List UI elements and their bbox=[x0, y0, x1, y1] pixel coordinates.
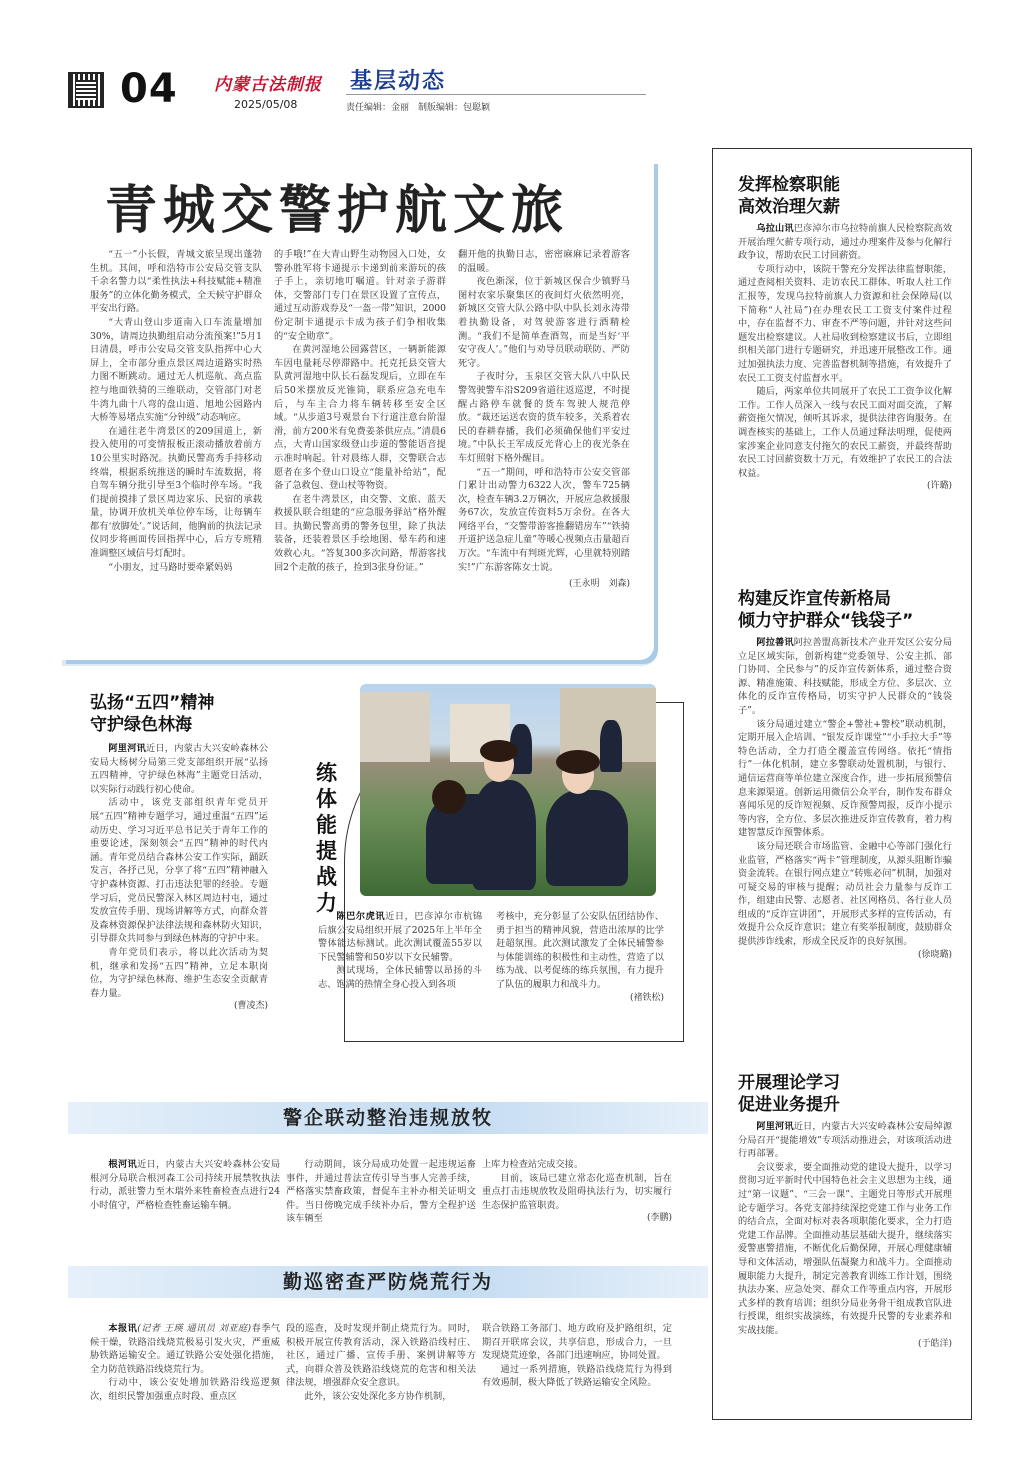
banner-1 bbox=[68, 1102, 708, 1134]
byline: (李鹏) bbox=[646, 1213, 672, 1224]
paragraph: 在通往老牛湾景区的209国道上，新投入使用的可变情报板正滚动播放着前方10公里实时路况。执勤民警高秀手持移动终端，根据系统推送的瞬时车流数据，将自驾车辆分批引导至3个临时停车场。“我们提前摸排了景区周边家乐、民宿的承载量，协调开放机关单位停车场，让每辆车都有‘放脚处’。”说话间，他胸前的执法记录仪同步将画面传回指挥中心，后方专班精准调整区域信号灯配时。 bbox=[90, 425, 262, 560]
dateline: 阿里河讯 bbox=[108, 743, 146, 754]
article-body bbox=[738, 1120, 952, 1351]
dateline: 阿里河讯 bbox=[756, 1121, 794, 1132]
reporter-note: (记者 王瑛 通讯员 刘亚庭) bbox=[137, 1323, 252, 1334]
section-title: 基层动态 bbox=[350, 68, 447, 94]
paragraph-text: 巴彦淖尔市乌拉特前旗人民检察院高效开展治理欠薪专项行动，通过办理案件及参与化解行政争议，帮助农民工讨回薪资。 bbox=[738, 223, 953, 262]
issue-date: 2025/05/08 bbox=[234, 98, 298, 111]
paragraph: 的手哦!”在大青山野生动物园入口处，女警孙胜军将卡通提示卡递到前来游玩的孩子手上，亲切地叮嘱道。针对亲子游群体，交警部门专门在景区设置了宣传点，通过互动游戏券及“一盔一带”知识，2000份定制卡通提示卡成为孩子们争相收集的“安全勋章”。 bbox=[274, 249, 446, 342]
article-body bbox=[738, 636, 952, 962]
hair bbox=[556, 750, 600, 774]
banner-title: 警企联动整治违规放牧 bbox=[282, 1107, 493, 1129]
paragraph: 通过一系列措施，铁路沿线烧荒行为得到有效遏制，极大降低了铁路运输安全风险。 bbox=[482, 1363, 672, 1389]
feature-col-1 bbox=[90, 248, 262, 574]
paragraph-text: 近日，内蒙古大兴安岭森林公安局根河分局联合根河森工公司持续开展禁牧执法行动，派驻警力至木瑞外来牲畜检查点进行24小时值守，严格检查牲畜运输车辆。 bbox=[90, 1159, 281, 1211]
paragraph: 在黄河湿地公园露营区，一辆新能源车因电量耗尽停滞路中。托克托县交管大队黄河湿地中队长石磊发现后，立即在车后50米摆放反光锥筒，联系应急充电车后，与车主合力将车辆转移至安全区域。“从步道3号观景台下行道注意台阶湿滑，前方200米有免费姜茶供应点。”清晨6点，大青山国家级登山步道的警能语音提示准时响起。针对晨练人群，交警联合志愿者在多个登山口设立“能量补给站”，配备了急救包、登山杖等物资。 bbox=[274, 344, 446, 492]
photo-vertical-title: 练体能 提战力 bbox=[316, 761, 358, 915]
paragraph-text: 近日，巴彦淖尔市杭锦后旗公安局组织开展了2025年上半年全警体能达标测试。此次测试覆盖55岁以下民警辅警和50岁以下女民辅警。 bbox=[318, 911, 483, 963]
paragraph: 段的巡查，及时发现并制止烧荒行为。同时，积极开展宣传教育活动，深入铁路沿线村庄、社区，通过广播、宣传手册、案例讲解等方式，向群众普及铁路沿线烧荒的危害和相关法律法规，增强群众安全意识。 bbox=[286, 1323, 476, 1389]
paragraph: 专项行动中，该院干警充分发挥法律监督职能，通过查阅相关资料、走访农民工群体、听取人社工作汇报等，发现乌拉特前旗人力资源和社会保障局(以下简称“人社局”)在办理农民工工资支付案件过程中，存在监督不力、审查不严等问题，并针对这些问题发出检察建议。人社局收到检察建议书后，立即组织相关部门进行专题研究，并迅速开展整改工作。通过加强执法力度、完善监督机制等措施，有效提升了农民工工资支付监督水平。 bbox=[738, 263, 952, 384]
paragraph-text: 近日，内蒙古大兴安岭森林公安局大杨树分局第三党支部组织开展“弘扬五四精神，守护绿色林海”主题党日活动，以实际行动践行初心使命。 bbox=[90, 743, 269, 795]
paragraph: 在老牛湾景区，由交警、文旅、蓝天救援队联合组建的“应急服务驿站”格外醒目。执勤民警高勇的警务包里，除了执法装备，还装着景区手绘地图、晕车药和速效救心丸。“答复300多次问路，帮游客找回2个走散的孩子，捡到3张身份证。” bbox=[274, 493, 446, 573]
article-body bbox=[738, 222, 952, 494]
paragraph: “五一”期间，呼和浩特市公安交管部门累计出动警力6322人次，警车725辆次，检查车辆3.2万辆次，开展应急救援服务67次，发放宣传资料5万余份。在各大网络平台，“交警带游客推翻错房车”“铁骑开道护送急症儿童”等暖心视频点击量超百万次。“车流中有判斑光辉，心里就特别踏实!”广东游客陈女士说。 bbox=[458, 466, 630, 573]
banner2-col-1 bbox=[90, 1322, 280, 1404]
dateline: 根河讯 bbox=[108, 1159, 138, 1170]
hair bbox=[480, 740, 518, 762]
paragraph-text: 近日，内蒙古大兴安岭森林公安局绰源分局召开“提能增效”专项活动推进会，对该项活动进行再部署。 bbox=[738, 1121, 953, 1160]
dateline: 陈巴尔虎讯 bbox=[336, 911, 386, 922]
paragraph: 此外，该公安处深化多方协作机制， bbox=[304, 1390, 452, 1402]
photo-news-col-1 bbox=[318, 910, 482, 992]
banner2-col-3 bbox=[482, 1322, 672, 1390]
page-number: 04 bbox=[120, 66, 178, 112]
paragraph: 子夜时分，玉泉区交管大队八中队民警驾驶警车沿S209省道往返巡逻，不时提醒占路停车就餐的货车驾驶人规范停放。“裁还运送农资的货车较多，关系着农民的春耕春播，我们必须确保他们平安过境。”中队长王军成反光背心上的夜光条在车灯照射下格外醒目。 bbox=[458, 371, 630, 464]
paragraph: “五一”小长假，青城文旅呈现出蓬勃生机。其间，呼和浩特市公安局交管支队千余名警力以“柔性执法+科技赋能+精准服务”的立体化勤务模式，全天候守护群众平安出行路。 bbox=[90, 249, 262, 315]
feature-col-3 bbox=[458, 248, 630, 592]
paragraph bbox=[738, 1120, 952, 1161]
paragraph bbox=[90, 742, 268, 796]
paragraph: 会议要求，要全面推动党的建设大提升，以学习贯彻习近平新时代中国特色社会主义思想为主线，通过“第一议题”、“三会一课”、主题党日等形式开展理论专题学习。各党支部持续深挖党建工作与业务工作的结合点，全面对标对表各项职能化要求，全力打造党建工作品牌。全面推动基层基础大提升，继续落实爱警惠警措施，不断优化后勤保障，开展心理健康辅导和文体活动，增强队伍凝聚力和战斗力。全面推动履职能力大提升，制定完善教育训练工作计划，围绕执法办案、应急处突、群众工作等重点内容，开展形式多样的教育培训；组织分局业务骨干组成教官队进行授课，组织实战演练，有效提升民警的专业素养和实战技能。 bbox=[738, 1161, 952, 1336]
forest-body bbox=[90, 742, 268, 1014]
paragraph bbox=[738, 222, 952, 263]
banner2-col-2 bbox=[286, 1322, 476, 1404]
officer-figure bbox=[600, 720, 622, 772]
photo-news-col-2 bbox=[496, 910, 664, 1005]
paragraph: 测试现场，全体民辅警以昂扬的斗志、饱满的热情全身心投入到各项 bbox=[318, 965, 482, 990]
editors-line: 责任编辑：金丽 制版编辑：包聪颖 bbox=[346, 103, 491, 113]
paragraph: 考核中，充分彰显了公安队伍团结协作、勇于担当的精神风貌，营造出浓厚的比学赶超氛围。此次测试激发了全体民辅警参与体能训练的积极性和主动性，营造了以练为战、以考促练的练兵氛围，有力提升了队伍的履职力和战斗力。 bbox=[496, 911, 664, 990]
paragraph: 行动期间，该分局成功处置一起违规运畜事件，并通过普法宣传引导当事人完善手续，严格落实禁畜政策，督促车主补办相关证明文件。当日傍晚完成手续补办后，警方全程护送该车辆至 bbox=[286, 1159, 476, 1225]
paragraph-text: 春季气候干燥，铁路沿线烧荒极易引发火灾，严重威胁铁路运输安全。通辽铁路公安处强化措施，全力防范铁路沿线烧荒行为。 bbox=[90, 1323, 281, 1375]
hair bbox=[432, 780, 466, 814]
banner1-col-2 bbox=[286, 1158, 476, 1226]
paragraph: 该分局通过建立“警企+警社+警校”联动机制，定期开展入企培训、“银发反诈课堂”“小手拉大手”等特色活动，全力打造全覆盖宣传网络。依托“情指行”一体化机制，建立多警联动处置机制，与银行、通信运营商等单位建立深度合作，进一步拓展预警信息来源渠道。创新运用微信公众平台，制作发布群众喜闻乐见的反诈短视频、反诈预警周报，反诈小提示等内容，全方位、多层次推进反诈宣传教育，着力构建智慧反诈预警体系。 bbox=[738, 718, 952, 839]
paragraph: 夜色渐深，位于新城区保合少镇野马图村农家乐聚集区的夜间灯火依然明亮，新城区交管大队公路中队中队长刘永涛带着执勤设备，对驾驶游客进行酒精检测。“我们不是简单查酒驾，而是当好‘平安守夜人’。”他们与劝导员联动联防、严防死守。 bbox=[458, 276, 630, 369]
paragraph: 青年党员们表示，将以此次活动为契机，继承和发扬“五四”精神，立足本职岗位，为守护绿色林海、维护生态安全贡献青春力量。 bbox=[90, 946, 268, 999]
masthead-rule bbox=[346, 94, 646, 95]
forest-title: 弘扬“五四”精神 守护绿色林海 bbox=[90, 693, 215, 735]
paragraph: 随后，两家单位共同展开了农民工工资争议化解工作。工作人员深入一线与农民工面对面交流，了解薪资拖欠情况，倾听其诉求，提供法律咨询服务。在调查核实的基础上，工作人员通过释法明理，促使两家涉案企业同意支付拖欠的农民工薪资，并最终帮助农民工讨回薪资数十万元，有效维护了农民工的合法权益。 bbox=[738, 386, 952, 479]
banner-2 bbox=[68, 1266, 708, 1298]
paragraph: 行动中，该公安处增加铁路沿线巡逻频次，组织民警加强重点时段、重点区 bbox=[90, 1377, 280, 1402]
byline: (于皓洋) bbox=[917, 1338, 952, 1349]
paragraph: 联合铁路工务部门、地方政府及护路组织，定期召开联席会议，共享信息，形成合力，一旦发现烧荒迹象，各部门迅速响应，协同处置。 bbox=[482, 1323, 672, 1362]
byline: (褚铁松) bbox=[629, 992, 664, 1003]
paragraph bbox=[738, 636, 952, 718]
paragraph bbox=[90, 1158, 280, 1212]
paper-name: 内蒙古法制报 bbox=[214, 75, 322, 95]
officer-figure bbox=[546, 790, 628, 886]
byline: (王永明 刘森) bbox=[568, 579, 630, 590]
feature-col-2 bbox=[274, 248, 446, 574]
article-title: 构建反诈宣传新格局 倾力守护群众“钱袋子” bbox=[738, 589, 914, 631]
qr-code bbox=[68, 72, 104, 108]
paragraph: 该分局还联合市场监管、金融中心等部门强化行业监管，严格落实“两卡”管理制度，从源头阻断诈骗资金流转。在银行网点建立“转账必问”机制，加强对可疑交易的审核与提醒；动员社会力量参与反诈工作，组建由民警、志愿者、社区网格员、各行业人员组成的“反诈宣讲团”，开展形式多样的宣传活动，有效提升公众反诈意识；建立有奖举报制度，鼓励群众提供涉诈线索，形成全民反诈的良好氛围。 bbox=[738, 840, 952, 948]
byline: (曹凌杰) bbox=[233, 1001, 268, 1012]
paragraph-text: 阿拉善盟高新技术产业开发区公安分局立足区域实际，创新构建“党委领导、公安主抓、部门协同、全民参与”的反诈宣传新体系，通过整合资源、精准施策、科技赋能，形成全方位、多层次、立体化的反诈宣传格局，切实守护人民群众的“钱袋子”。 bbox=[738, 637, 953, 716]
article-title: 发挥检察职能 高效治理欠薪 bbox=[738, 175, 840, 217]
feature-title: 青城交警护航文旅 bbox=[105, 180, 570, 241]
byline: (徐晓璐) bbox=[917, 949, 952, 960]
paragraph: 上库力检查站完成交接。 bbox=[482, 1159, 584, 1170]
byline: (许璐) bbox=[926, 481, 952, 492]
paragraph: 翻开他的执勤日志，密密麻麻记录着游客的温暖。 bbox=[458, 249, 630, 274]
officer-figure bbox=[472, 780, 536, 890]
paragraph: “小朋友，过马路时要牵紧妈妈 bbox=[108, 561, 233, 573]
dateline: 阿拉善讯 bbox=[756, 637, 794, 648]
training-photo bbox=[360, 684, 656, 896]
building bbox=[360, 692, 430, 762]
paragraph bbox=[90, 1322, 280, 1376]
banner1-col-1 bbox=[90, 1158, 280, 1212]
dateline: 乌拉山讯 bbox=[756, 223, 794, 234]
dateline: 本报讯 bbox=[108, 1323, 138, 1334]
paragraph bbox=[318, 910, 482, 964]
banner1-col-3 bbox=[482, 1158, 672, 1226]
paragraph: 活动中，该党支部组织青年党员开展“五四”精神专题学习，通过重温“五四”运动历史、学习习近平总书记关于青年工作的重要论述，深刻领会“五四”精神的时代内涵。青年党员结合森林公安工作实际，踊跃发言，各抒己见，分享了将“五四”精神融入守护森林资源、打击违法犯罪的经验。专题学习后，党员民警深入林区周边村屯，通过发放宣传手册、现场讲解等方式，向群众普及森林资源保护法律法规和森林防火知识，引导群众共同参与到绿色林海的守护中来。 bbox=[90, 797, 268, 945]
paragraph: 目前，该局已建立常态化巡查机制，旨在重点打击违规放牧及阻碍执法行为，切实履行生态保护监管职责。 bbox=[482, 1172, 672, 1211]
article-title: 开展理论学习 促进业务提升 bbox=[738, 1073, 840, 1115]
banner-title: 勤巡密查严防烧荒行为 bbox=[282, 1271, 493, 1293]
paragraph: “大青山登山步道南入口车流量增加30%，请周边执勤组启动分流预案!”5月1日清晨，呼市公安局交管支队指挥中心大屏上，全市部分重点景区周边道路实时热力图不断跳动。通过无人机巡航、高点监控与地面铁骑的三维联动，交管部门对老牛湾九曲十八弯的盘山道、旭地公园路内大桥等易堵点实施“分钟级”动态响应。 bbox=[90, 316, 262, 424]
